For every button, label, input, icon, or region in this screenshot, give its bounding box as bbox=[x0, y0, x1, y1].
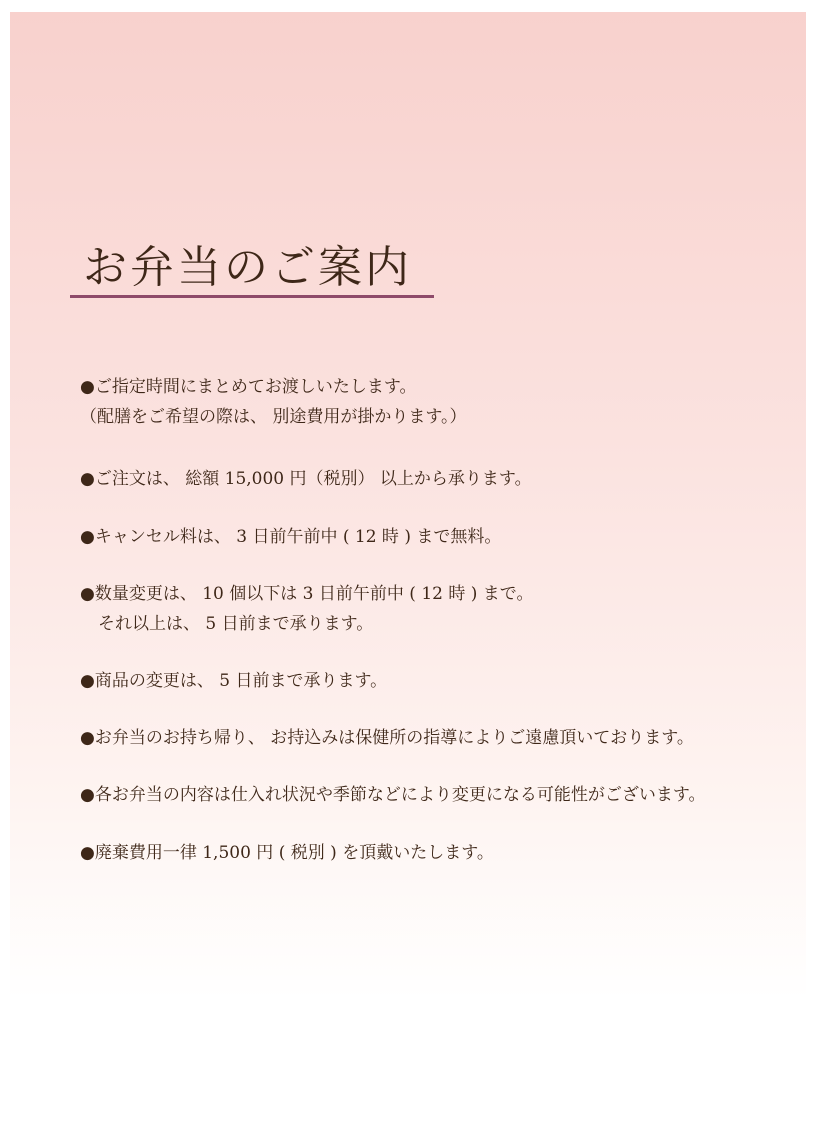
notice-cancellation bbox=[80, 522, 501, 552]
page-title: お弁当のご案内 bbox=[83, 242, 412, 293]
notice-pickup bbox=[80, 372, 467, 432]
notice-line: （配膳をご希望の際は、 別途費用が掛かります。） bbox=[80, 407, 467, 427]
notice-quantity-change bbox=[80, 579, 533, 639]
notice-line: ●ご注文は、 総額 15,000 円（税別） 以上から承ります。 bbox=[80, 469, 532, 489]
notice-line: それ以上は、 5 日前まで承ります。 bbox=[98, 614, 374, 634]
notice-line: ●数量変更は、 10 個以下は 3 日前午前中 ( 12 時 ) まで。 bbox=[80, 584, 534, 604]
notice-contents bbox=[80, 780, 705, 810]
title-underline bbox=[70, 295, 434, 298]
notice-line: ●廃棄費用一律 1,500 円 ( 税別 ) を頂戴いたします。 bbox=[80, 843, 494, 863]
notice-product-change bbox=[80, 666, 387, 696]
notice-line: ●ご指定時間にまとめてお渡しいたします。 bbox=[80, 377, 417, 397]
notice-minimum-order bbox=[80, 464, 532, 494]
notice-disposal-fee bbox=[80, 838, 494, 868]
document-page bbox=[10, 12, 806, 1134]
notice-line: ●キャンセル料は、 3 日前午前中 ( 12 時 ) まで無料。 bbox=[80, 527, 502, 547]
notice-takeout bbox=[80, 723, 694, 753]
notice-line: ●商品の変更は、 5 日前まで承ります。 bbox=[80, 671, 388, 691]
notice-line: ●各お弁当の内容は仕入れ状況や季節などにより変更になる可能性がございます。 bbox=[80, 785, 706, 805]
notice-line: ●お弁当のお持ち帰り、 お持込みは保健所の指導によりご遠慮頂いております。 bbox=[80, 728, 694, 748]
